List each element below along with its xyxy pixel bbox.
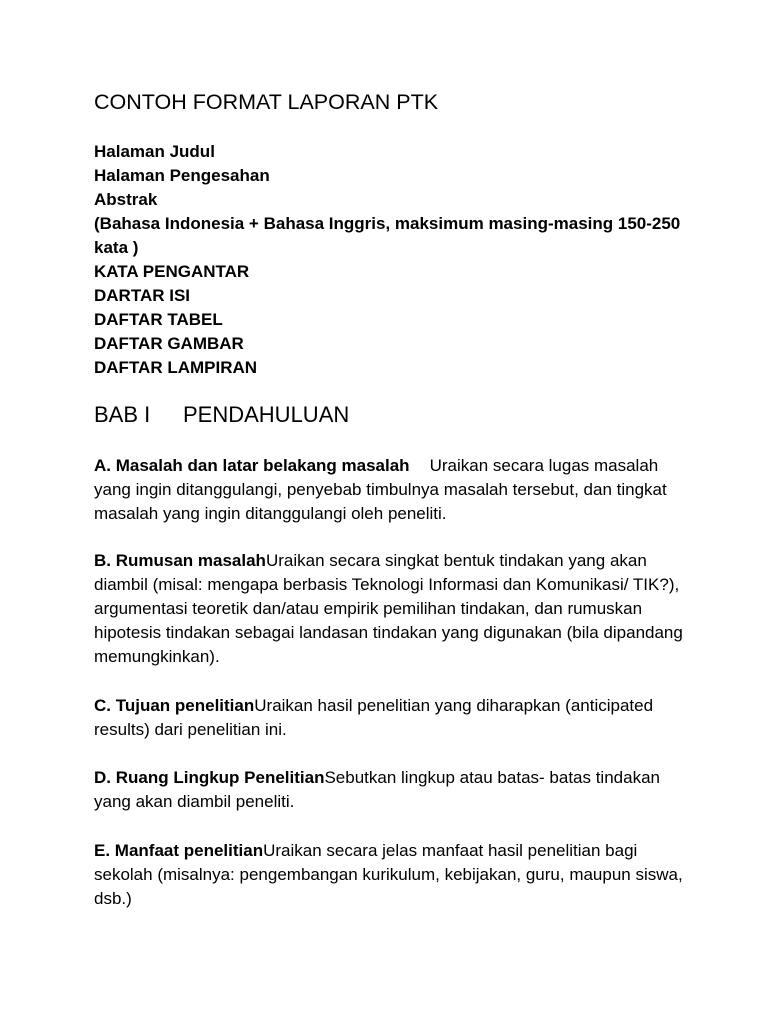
section-label: D. Ruang Lingkup Penelitian — [94, 768, 325, 787]
front-matter-list — [94, 140, 684, 380]
section-label: E. Manfaat penelitian — [94, 841, 264, 860]
front-matter-item: DAFTAR GAMBAR — [94, 334, 244, 353]
chapter-heading — [94, 401, 349, 428]
front-matter-item: Abstrak — [94, 190, 158, 209]
section-b — [94, 549, 684, 669]
section-text: Uraikan secara jelas manfaat hasil penelitian bagi sekolah (misalnya: pengembangan kurikulum, kebijakan, guru, maupun siswa, dsb.) — [94, 841, 683, 908]
chapter-title: PENDAHULUAN — [183, 402, 350, 427]
front-matter-item: DARTAR ISI — [94, 286, 191, 305]
section-text: Uraikan secara singkat bentuk tindakan yang akan diambil (misal: mengapa berbasis Teknologi Informasi dan Komunikasi/ TIK?), argumentasi teoretik dan/atau empirik pemilihan tindakan, dan rumuskan hipotesis tindakan sebagai landasan tindakan yang digunakan (bila dipandang memungkinkan). — [94, 551, 683, 666]
section-e — [94, 839, 684, 911]
front-matter-item: DAFTAR LAMPIRAN — [94, 358, 258, 377]
section-label: B. Rumusan masalah — [94, 551, 266, 570]
section-text: Sebutkan lingkup atau batas- batas tindakan yang akan diambil peneliti. — [94, 768, 660, 811]
document-title: CONTOH FORMAT LAPORAN PTK — [94, 90, 439, 114]
section-text: Uraikan hasil penelitian yang diharapkan (anticipated results) dari penelitian ini. — [94, 696, 654, 739]
section-label: C. Tujuan penelitian — [94, 696, 255, 715]
section-d — [94, 766, 684, 814]
section-label: A. Masalah dan latar belakang masalah — [94, 456, 410, 475]
front-matter-item: Halaman Pengesahan — [94, 166, 270, 185]
front-matter-item: DAFTAR TABEL — [94, 310, 223, 329]
section-c — [94, 694, 684, 742]
section-a — [94, 454, 684, 526]
front-matter-item: KATA PENGANTAR — [94, 262, 250, 281]
front-matter-item: (Bahasa Indonesia + Bahasa Inggris, maksimum masing-masing 150-250 kata ) — [94, 214, 681, 257]
section-text: Uraikan secara lugas masalah yang ingin ditanggulangi, penyebab timbulnya masalah tersebut, dan tingkat masalah yang ingin ditanggulangi oleh peneliti. — [94, 456, 667, 523]
chapter-number: BAB I — [94, 402, 151, 427]
front-matter-item: Halaman Judul — [94, 142, 215, 161]
